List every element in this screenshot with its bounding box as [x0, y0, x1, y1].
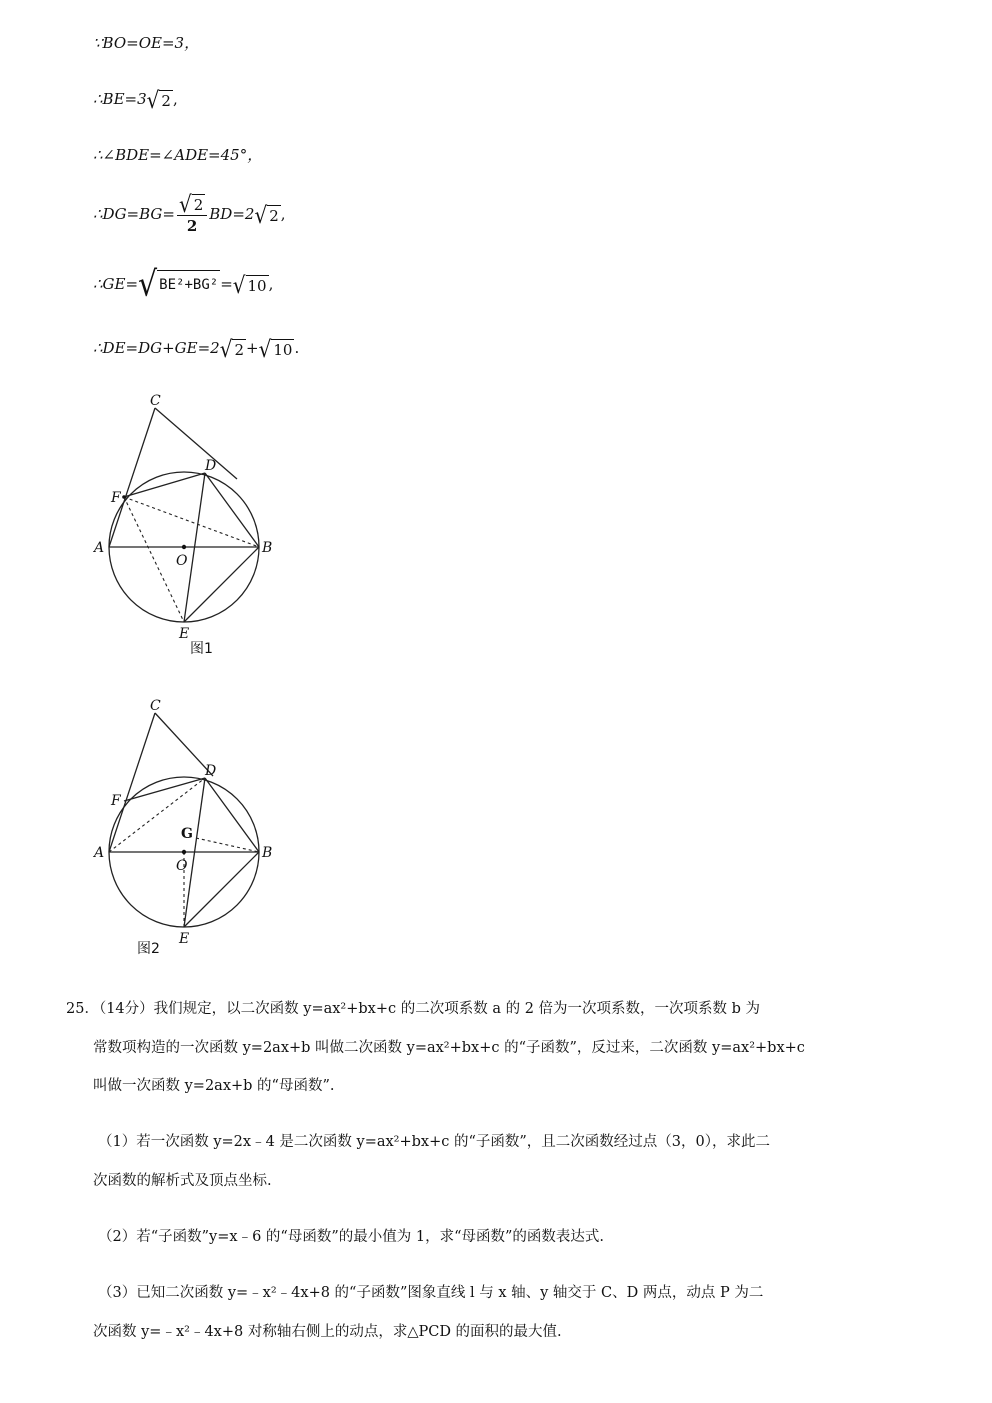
point-label-a: A: [94, 540, 105, 556]
point-label-o: O: [176, 553, 188, 569]
point-label-d: D: [205, 763, 217, 779]
point-label-c: C: [150, 698, 161, 714]
problem-25-line-2: 常数项构造的一次函数 y=2ax+b 叫做二次函数 y=ax²+bx+c 的“子函数”，反过来，二次函数 y=ax²+bx+c: [93, 1040, 805, 1056]
question-3-line-2: 次函数 y=﹣x²﹣4x+8 对称轴右侧上的动点，求△PCD 的面积的最大值.: [93, 1324, 562, 1340]
problem-25-line-3: 叫做一次函数 y=2ax+b 的“母函数”.: [93, 1078, 335, 1094]
point-label-g: G: [181, 826, 193, 842]
solution-line-3: ∴∠BDE=∠ADE=45°，: [93, 146, 263, 164]
sqrt-expression: √ 2: [254, 200, 279, 229]
point-label-d: D: [205, 458, 217, 474]
point-label-o: O: [176, 858, 188, 874]
point-label-e: E: [179, 931, 190, 947]
question-1-line-2: 次函数的解析式及顶点坐标.: [93, 1173, 272, 1189]
problem-25-line-1: 25．（14分）我们规定，以二次函数 y=ax²+bx+c 的二次项系数 a 的 2 倍为一次项系数，一次项系数 b 为: [66, 1001, 761, 1017]
sqrt-expression: √ 2: [219, 334, 245, 363]
solution-line-6: ∴DE=DG+GE=2 √ 2 + √ 10 .: [93, 334, 300, 363]
question-2: （2）若“子函数”y=x﹣6 的“母函数”的最小值为 1，求“母函数”的函数表达式.: [98, 1229, 604, 1245]
solution-line-5: ∴GE= √ BE²+BG² = √ 10 ,: [93, 264, 274, 305]
point-label-e: E: [179, 626, 190, 642]
sqrt-expression: √ 10: [258, 334, 293, 363]
point-label-c: C: [150, 393, 161, 409]
point-label-a: A: [94, 845, 105, 861]
question-1-line-1: （1）若一次函数 y=2x﹣4 是二次函数 y=ax²+bx+c 的“子函数”，且二次函数经过点（3，0），求此二: [98, 1134, 771, 1150]
sqrt-expression: √ BE²+BG²: [138, 264, 219, 305]
point-label-f: F: [111, 490, 121, 506]
sqrt-expression: √ 2: [146, 85, 171, 114]
point-label-b: B: [262, 540, 273, 556]
point-label-f: F: [111, 793, 121, 809]
question-3-line-1: （3）已知二次函数 y=﹣x²﹣4x+8 的“子函数”图象直线 l 与 x 轴、y 轴交于 C、D 两点，动点 P 为二: [98, 1285, 764, 1301]
solution-line-4: ∴DG=BG= √ 2 2 BD=2 √ 2 ,: [93, 190, 286, 236]
figure-2-caption: 图2: [137, 941, 160, 957]
solution-line-1: ∵BO=OE=3，: [93, 34, 200, 52]
figure-1-caption: 图1: [190, 641, 213, 657]
solution-line-2: ∴BE=3 √ 2 ,: [93, 85, 178, 114]
figure-1: [88, 385, 288, 665]
figure-2: [88, 690, 288, 960]
fraction: √ 2 2: [177, 194, 207, 237]
point-label-b: B: [262, 845, 273, 861]
sqrt-expression: √ 10: [232, 270, 267, 299]
